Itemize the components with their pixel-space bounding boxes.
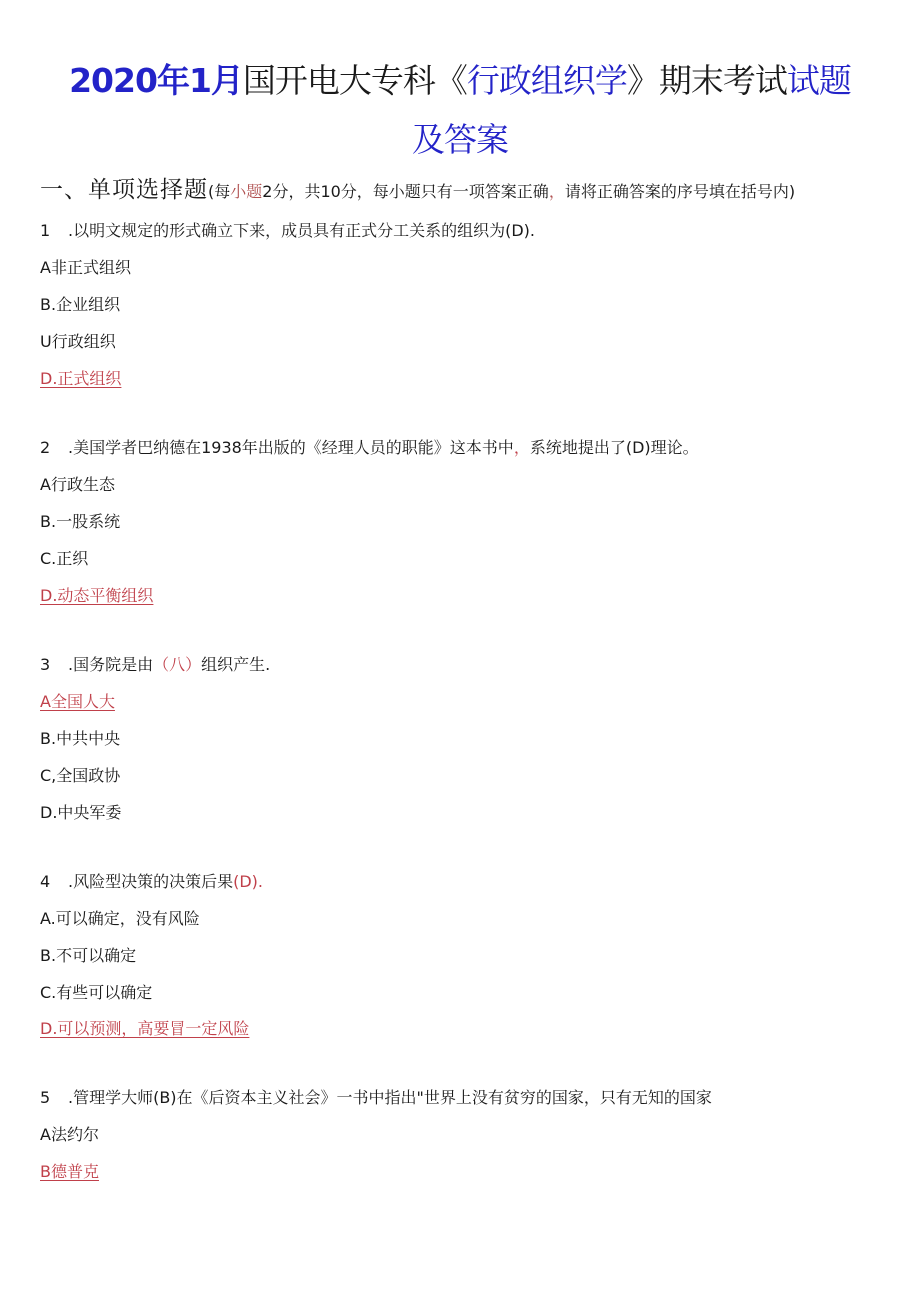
- question-number: 4: [40, 872, 51, 891]
- option-1c: U行政组织: [40, 332, 116, 351]
- question-text: .管理学大师(B)在《后资本主义社会》一书中指出"世界上没有贫穷的国家，只有无知的国家: [68, 1088, 712, 1107]
- question-3: [40, 654, 270, 676]
- option-3b: B.中共中央: [40, 729, 121, 748]
- question-number: 1: [40, 221, 51, 240]
- section-heading: [40, 175, 795, 207]
- option-1a: A非正式组织: [40, 258, 131, 277]
- section-title: 一、单项选择题: [40, 177, 208, 203]
- question-text: 组织产生.: [201, 655, 271, 674]
- option-4a: A.可以确定，没有风险: [40, 909, 200, 928]
- question-2: [40, 437, 699, 459]
- option-3c: C,全国政协: [40, 766, 121, 785]
- title-part: 》期末考试: [626, 61, 787, 100]
- section-note: 小题: [230, 182, 263, 201]
- option-3d: D.中央军委: [40, 803, 122, 822]
- option-4b: B.不可以确定: [40, 946, 137, 965]
- question-answer-mark: （八）: [153, 655, 202, 674]
- question-number: 5: [40, 1088, 51, 1107]
- question-text: ，: [513, 438, 530, 457]
- section-note: 2分，共10分，每小题只有一项答案正确: [262, 182, 549, 201]
- title-part: 国开电大专科《: [242, 61, 467, 100]
- question-1: [40, 220, 535, 242]
- option-4c: C.有些可以确定: [40, 983, 153, 1002]
- section-note: 请将正确答案的序号填在括号内): [564, 182, 796, 201]
- option-2a: A行政生态: [40, 475, 115, 494]
- question-number: 2: [40, 438, 51, 457]
- question-text: .国务院是由: [68, 655, 154, 674]
- option-5a: A法约尔: [40, 1125, 99, 1144]
- option-5b-answer: B德普克: [40, 1162, 99, 1181]
- option-4d-answer: D.可以预测，高要冒一定风险: [40, 1019, 250, 1038]
- option-2d-answer: D.动态平衡组织: [40, 586, 154, 605]
- question-text: .美国学者巴纳德在1938年出版的《经理人员的职能》这本书中: [68, 438, 514, 457]
- option-3a-answer: A全国人大: [40, 692, 115, 711]
- question-text: .风险型决策的决策后果: [68, 872, 234, 891]
- title-date: 2020年1月: [69, 61, 243, 100]
- option-1d-answer: D.正式组织: [40, 369, 122, 388]
- question-text: 系统地提出了(D)理论。: [529, 438, 699, 457]
- question-5: [40, 1087, 712, 1109]
- question-number: 3: [40, 655, 51, 674]
- question-text: .以明文规定的形式确立下来，成员具有正式分工关系的组织为(D).: [68, 221, 535, 240]
- option-2c: C.正织: [40, 549, 89, 568]
- title-part: 试题: [786, 61, 851, 100]
- question-4: [40, 871, 263, 893]
- document-title-line2: 及答案: [412, 120, 508, 159]
- option-2b: B.一股系统: [40, 512, 121, 531]
- document-title: [0, 61, 920, 101]
- title-subject: 行政组织学: [466, 61, 627, 100]
- section-note: (每: [208, 182, 231, 201]
- question-answer-mark: (D).: [233, 872, 263, 891]
- section-note: ，: [548, 182, 565, 201]
- option-1b: B.企业组织: [40, 295, 121, 314]
